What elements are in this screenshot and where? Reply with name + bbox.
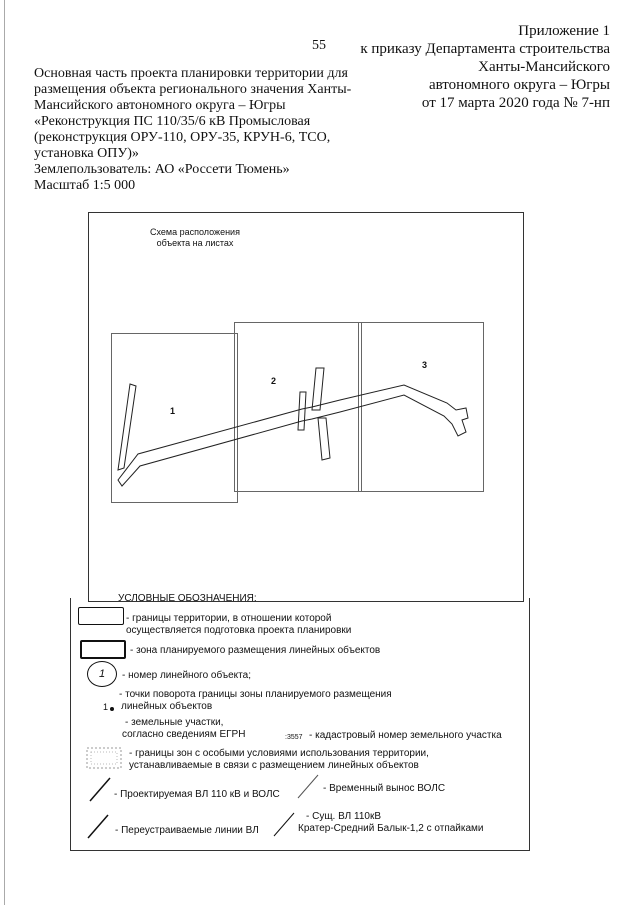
- temp-line-symbol: [298, 775, 318, 798]
- description-line: Мансийского автономного округа – Югры: [34, 98, 286, 113]
- description-line: Основная часть проекта планировки территории для: [34, 66, 348, 81]
- legend-temp-line: - Временный вынос ВОЛС: [323, 783, 446, 794]
- appendix-line: Приложение 1: [518, 23, 610, 39]
- turn-point-symbol: 1: [103, 702, 109, 712]
- appendix-line: автономного округа – Югры: [428, 77, 610, 93]
- scheme-title-line: объекта на листах: [156, 238, 234, 248]
- legend-text: согласно сведениям ЕГРН: [122, 729, 246, 740]
- object-number-symbol: 1: [87, 661, 117, 687]
- legend-projected-line: - Проектируемая ВЛ 110 кВ и ВОЛС: [114, 789, 280, 800]
- legend-text: - Сущ. ВЛ 110кВ: [306, 811, 381, 822]
- legend-text: - границы зон с особыми условиями использования территории,: [129, 748, 429, 759]
- existing-line-symbol: [274, 813, 294, 836]
- description-line: установка ОПУ)»: [34, 146, 139, 161]
- legend-text: - границы территории, в отношении которой: [126, 613, 332, 624]
- legend-object-number: - номер линейного объекта;: [122, 670, 251, 681]
- appendix-line: к приказу Департамента строительства: [360, 41, 610, 57]
- cadastral-sample: :3557: [285, 734, 303, 741]
- page-number: 55: [312, 38, 326, 53]
- description-line: Масштаб 1:5 000: [34, 178, 136, 193]
- projected-line-symbol: [90, 778, 110, 801]
- scheme-title-line: Схема расположения: [150, 227, 240, 237]
- description-line: Землепользователь: АО «Россети Тюмень»: [34, 162, 290, 177]
- legend-text: осуществляется подготовка проекта планировки: [126, 625, 352, 636]
- legend-text: - точки поворота границы зоны планируемого размещения: [119, 689, 392, 700]
- legend-existing-lines: [298, 811, 484, 835]
- legend-text: Кратер-Средний Балык-1,2 с отпайками: [298, 823, 484, 834]
- legend-title: УСЛОВНЫЕ ОБОЗНАЧЕНИЯ:: [118, 593, 257, 604]
- sheet-1-label: 1: [170, 406, 176, 416]
- sheet-3-label: 3: [422, 360, 428, 370]
- appendix-line: Ханты-Мансийского: [478, 59, 610, 75]
- rebuilt-line-symbol: [88, 815, 108, 838]
- description-line: (реконструкция ОРУ-110, ОРУ-35, КРУН-6, ТСО,: [34, 130, 331, 145]
- legend-rebuilt-lines: - Переустраиваемые линии ВЛ: [115, 825, 259, 836]
- legend-text: линейных объектов: [121, 701, 213, 712]
- description-line: размещения объекта регионального значения Ханты-: [34, 82, 352, 97]
- legend-cadastral: - кадастровый номер земельного участка: [309, 730, 502, 741]
- legend-zone: - зона планируемого размещения линейных объектов: [130, 645, 381, 656]
- sheet-2-label: 2: [271, 376, 277, 386]
- legend-text: устанавливаемые в связи с размещением линейных объектов: [129, 760, 419, 771]
- appendix-line: от 17 марта 2020 года № 7-нп: [421, 95, 610, 111]
- legend-text: - земельные участки,: [125, 717, 224, 728]
- description-line: «Реконструкция ПС 110/35/6 кВ Промысловая: [34, 114, 311, 129]
